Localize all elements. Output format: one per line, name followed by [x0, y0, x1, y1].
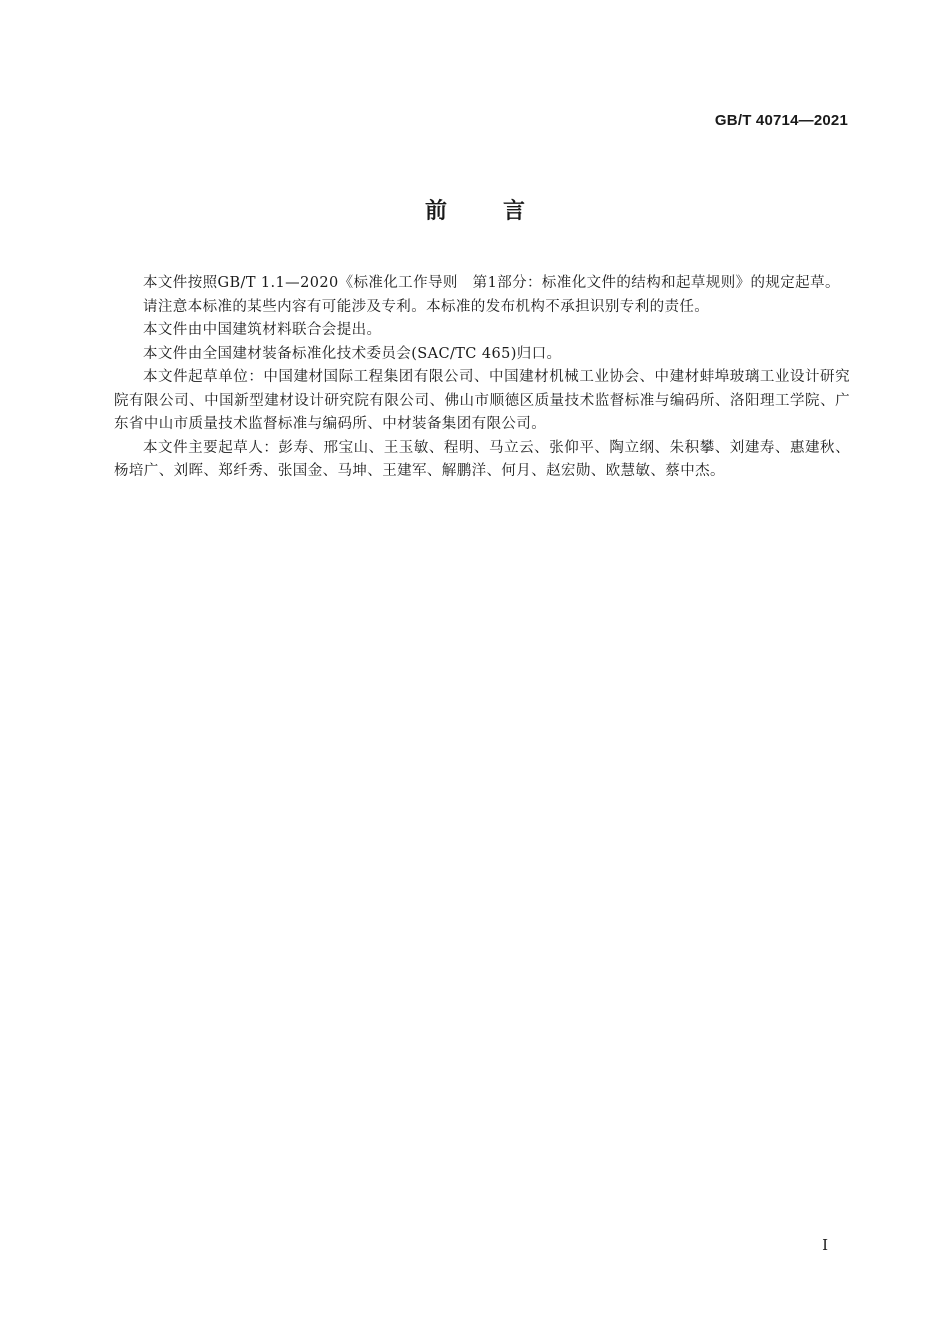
- standard-code: GB/T 40714—2021: [714, 112, 848, 129]
- foreword-body: [114, 272, 850, 484]
- paragraph-drafting-units: 本文件起草单位：中国建材国际工程集团有限公司、中国建材机械工业协会、中建材蚌埠玻璃工业设计研究院有限公司、中国新型建材设计研究院有限公司、佛山市顺德区质量技术监督标准与编码所、洛阳理工学院、广东省中山市质量技术监督标准与编码所、中材装备集团有限公司。: [114, 369, 850, 432]
- paragraph-drafters: 本文件主要起草人：彭寿、邢宝山、王玉敏、程明、马立云、张仰平、陶立纲、朱积攀、刘建寿、惠建秋、杨培广、刘晖、郑纤秀、张国金、马坤、王建军、解鹏洋、何月、赵宏勋、欧慧敏、蔡中杰。: [114, 439, 850, 479]
- paragraph-administered-by: 本文件由全国建材装备标准化技术委员会(SAC/TC 465)归口。: [143, 345, 562, 362]
- paragraph-patent-notice: 请注意本标准的某些内容有可能涉及专利。本标准的发布机构不承担识别专利的责任。: [143, 298, 710, 315]
- page-title: 前言: [424, 199, 581, 224]
- page-number: I: [822, 1236, 828, 1254]
- paragraph-drafting-rules: 本文件按照GB/T 1.1—2020《标准化工作导则 第1部分：标准化文件的结构和起草规则》的规定起草。: [143, 275, 840, 291]
- paragraph-proposed-by: 本文件由中国建筑材料联合会提出。: [143, 322, 382, 338]
